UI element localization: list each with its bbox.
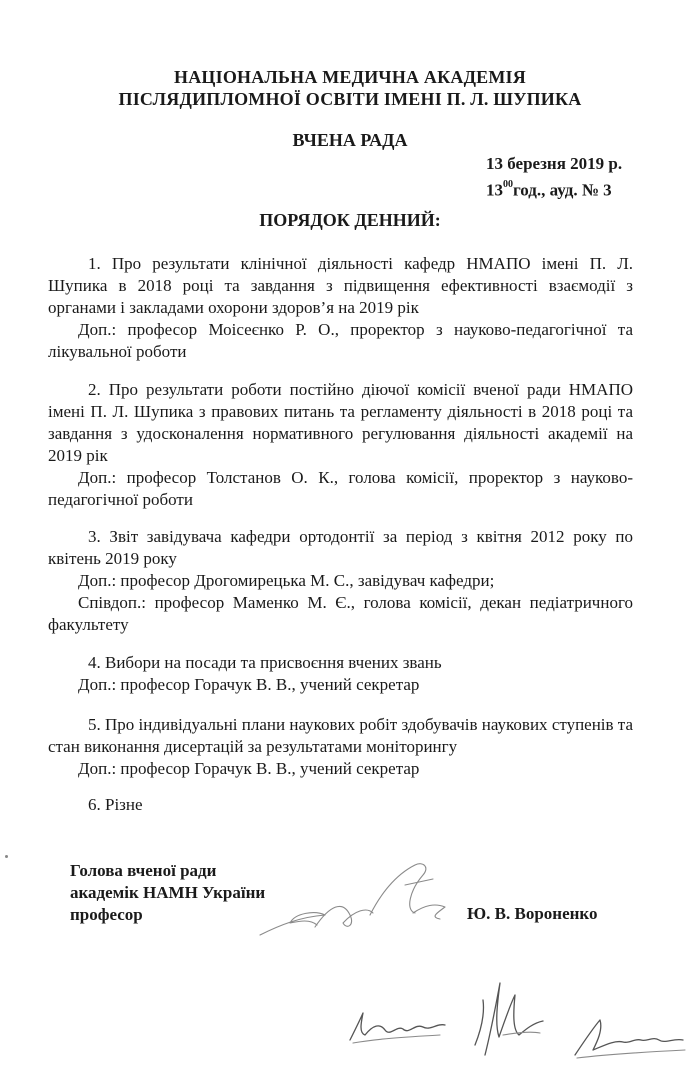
org-name-line2: ПІСЛЯДИПЛОМНОЇ ОСВІТИ ІМЕНІ П. Л. ШУПИКА (118, 89, 582, 109)
agenda-item-reporter: Доп.: професор Толстанов О. К., голова комісії, проректор з науково-педагогічної роботи (48, 468, 633, 509)
agenda-item-reporter: Доп.: професор Горачук В. В., учений секретар (78, 759, 420, 778)
signatory-title-line1: Голова вченої ради (70, 861, 217, 880)
agenda-item-reporter: Доп.: професор Моісеєнко Р. О., проректор з науково-педагогічної та лікувальної роботи (48, 320, 633, 361)
meeting-minutes: 00 (503, 179, 513, 190)
agenda-item-reporter: Доп.: професор Горачук В. В., учений секретар (78, 675, 420, 694)
agenda-item (48, 526, 633, 636)
agenda-item-coreporter: Співдоп.: професор Маменко М. Є., голова комісії, декан педіатричного факультету (48, 593, 633, 634)
member-signature-1 (345, 1005, 455, 1050)
scan-speck (5, 855, 8, 858)
org-name-line1: НАЦІОНАЛЬНА МЕДИЧНА АКАДЕМІЯ (174, 67, 526, 87)
agenda-item-text: 6. Різне (88, 795, 143, 814)
agenda-item (48, 714, 633, 780)
signatory-title-line3: професор (70, 905, 143, 924)
agenda-title: ПОРЯДОК ДЕННИЙ: (259, 210, 441, 230)
meeting-time-room (486, 176, 686, 202)
meeting-date: 13 березня 2019 р. (486, 154, 623, 173)
agenda-item-text: 3. Звіт завідувача кафедри ортодонтії за період з квітня 2012 року по квітень 2019 року (48, 527, 633, 568)
signatory-name: Ю. В. Вороненко (467, 904, 598, 923)
agenda-item (48, 794, 633, 816)
agenda-item-text: 5. Про індивідуальні плани наукових робіт здобувачів наукових ступенів та стан виконання дисертацій за результатами моніторингу (48, 715, 633, 756)
member-signature-2 (455, 975, 550, 1060)
member-signature-3 (565, 1010, 695, 1065)
meeting-room: год., ауд. № 3 (513, 180, 612, 200)
council-heading: ВЧЕНА РАДА (292, 130, 408, 150)
agenda-item (48, 652, 633, 696)
agenda-item-text: 2. Про результати роботи постійно діючої комісії вченої ради НМАПО імені П. Л. Шупика з правових питань та регламенту діяльності в 2018 році та завдання з удосконалення нормативного регулювання діяльності академії на 2019 рік (48, 380, 633, 465)
signatory-title-line2: академік НАМН України (70, 883, 266, 902)
chair-signature (255, 855, 465, 945)
agenda-item-reporter: Доп.: професор Дрогомирецька М. С., завідувач кафедри; (78, 571, 495, 590)
meeting-hour: 13 (486, 180, 503, 200)
agenda-item (48, 253, 633, 363)
agenda-item (48, 379, 633, 511)
agenda-item-text: 1. Про результати клінічної діяльності кафедр НМАПО імені П. Л. Шупика в 2018 році та завдання з підвищення ефективності взаємодії з органами і закладами охорони здоров’я на 2019 рік (48, 254, 633, 317)
agenda-item-text: 4. Вибори на посади та присвоєння вчених звань (88, 653, 442, 672)
